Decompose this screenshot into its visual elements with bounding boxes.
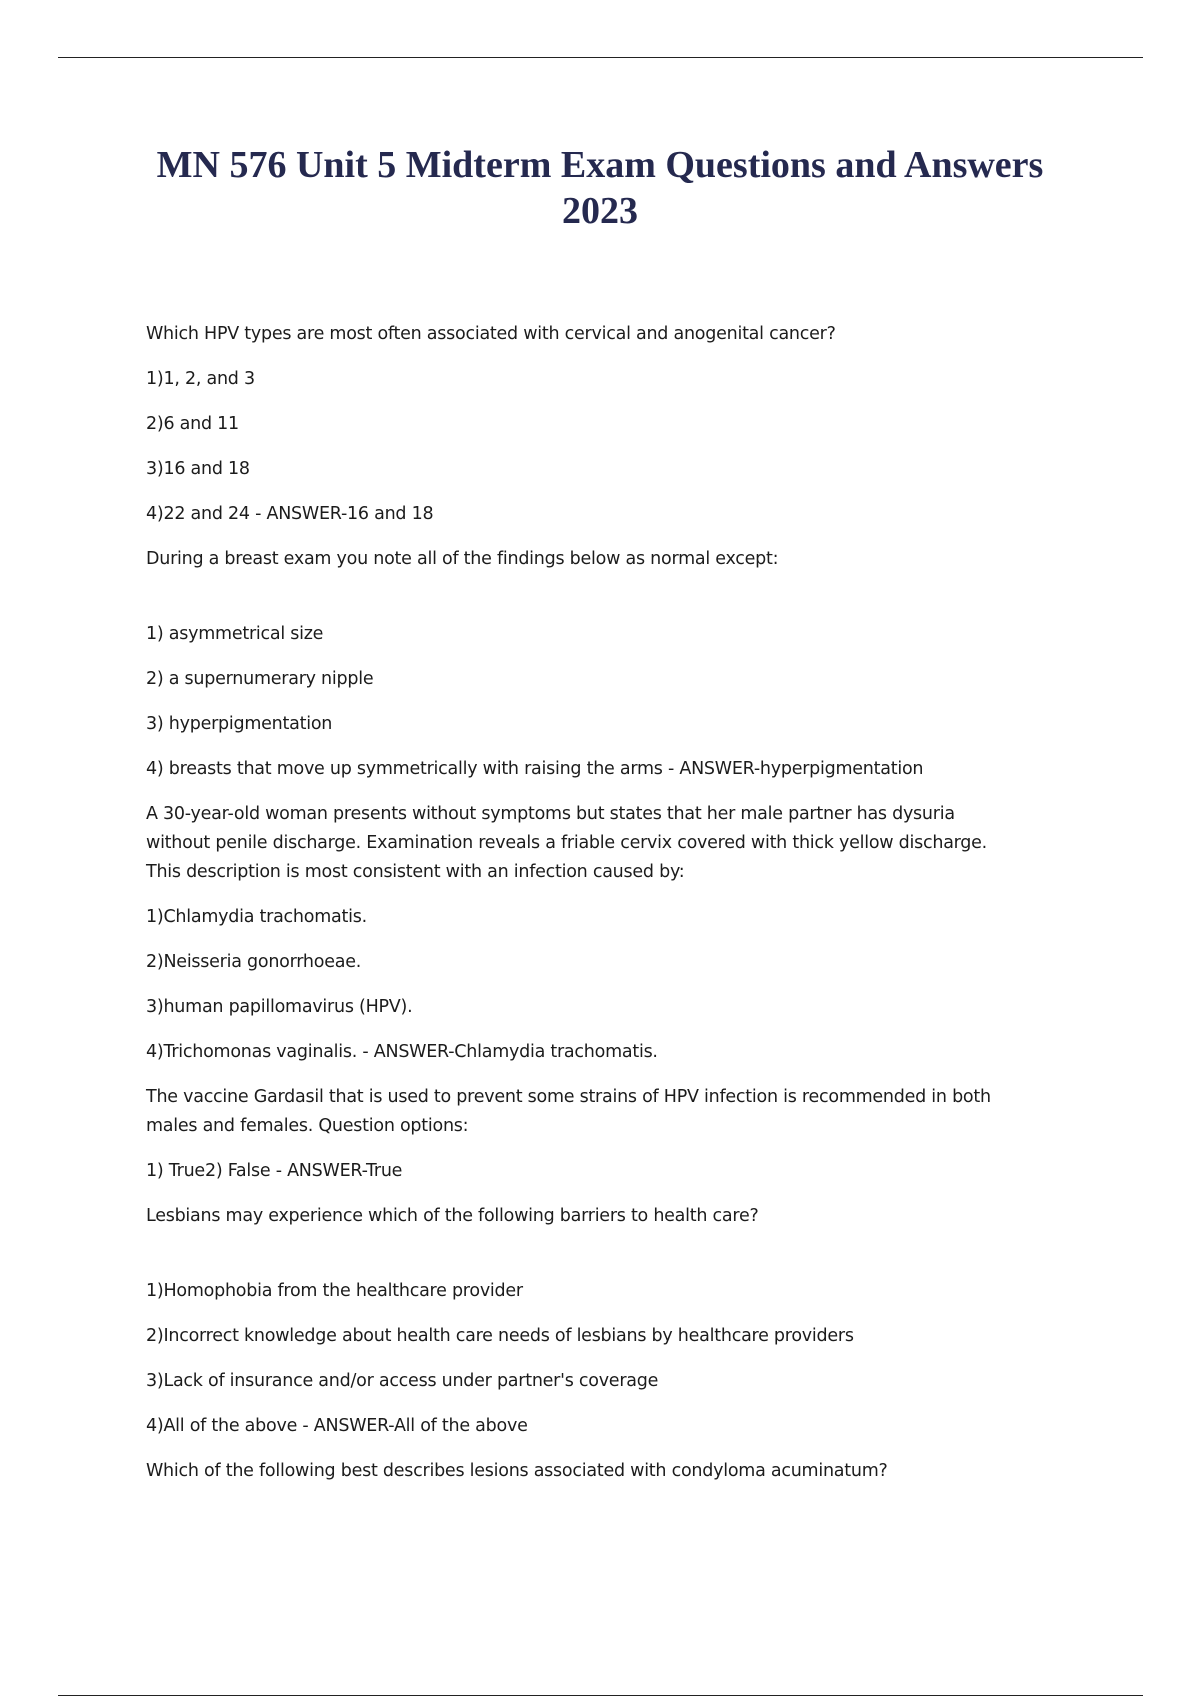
answer-option: 3)16 and 18 xyxy=(146,459,250,479)
question-stem xyxy=(146,1083,1046,1141)
question-stem: Lesbians may experience which of the following barriers to health care? xyxy=(146,1206,759,1226)
header-rule xyxy=(58,57,1143,58)
spacer xyxy=(146,590,1046,620)
answer-option: 1)1, 2, and 3 xyxy=(146,369,255,389)
spacer xyxy=(146,1247,1046,1277)
question-stem-line: The vaccine Gardasil that is used to prevent some strains of HPV infection is recommended in both xyxy=(146,1087,991,1107)
footer-rule xyxy=(58,1695,1143,1696)
answer-option: 1)Chlamydia trachomatis. xyxy=(146,907,367,927)
title-line-2: 2023 xyxy=(562,190,638,232)
question-stem-line: without penile discharge. Examination reveals a friable cervix covered with thick yellow discharge. xyxy=(146,833,987,853)
question-stem-line: males and females. Question options: xyxy=(146,1116,469,1136)
question-stem: Which HPV types are most often associated with cervical and anogenital cancer? xyxy=(146,324,836,344)
answer-option: 3)Lack of insurance and/or access under partner's coverage xyxy=(146,1371,659,1391)
question-stem-line: This description is most consistent with an infection caused by: xyxy=(146,862,685,882)
answer-option: 2)Incorrect knowledge about health care needs of lesbians by healthcare providers xyxy=(146,1326,854,1346)
answer-option-with-answer: 4)All of the above - ANSWER-All of the above xyxy=(146,1416,528,1436)
answer-option: 2) a supernumerary nipple xyxy=(146,669,374,689)
answer-option-with-answer: 4)22 and 24 - ANSWER-16 and 18 xyxy=(146,504,434,524)
answer-option: 2)Neisseria gonorrhoeae. xyxy=(146,952,362,972)
question-stem xyxy=(146,800,1046,887)
title-line-1: MN 576 Unit 5 Midterm Exam Questions and Answers xyxy=(156,144,1044,186)
answer-option: 1) asymmetrical size xyxy=(146,624,324,644)
question-stem: During a breast exam you note all of the findings below as normal except: xyxy=(146,549,779,569)
question-list xyxy=(146,320,1046,1502)
answer-option: 3) hyperpigmentation xyxy=(146,714,333,734)
answer-option: 2)6 and 11 xyxy=(146,414,239,434)
document-title xyxy=(100,142,1100,234)
answer-option-with-answer: 1) True2) False - ANSWER-True xyxy=(146,1161,403,1181)
answer-option-with-answer: 4) breasts that move up symmetrically with raising the arms - ANSWER-hyperpigmentation xyxy=(146,759,924,779)
question-stem: Which of the following best describes lesions associated with condyloma acuminatum? xyxy=(146,1461,888,1481)
answer-option-with-answer: 4)Trichomonas vaginalis. - ANSWER-Chlamydia trachomatis. xyxy=(146,1042,658,1062)
question-stem-line: A 30-year-old woman presents without symptoms but states that her male partner has dysuria xyxy=(146,804,955,824)
answer-option: 3)human papillomavirus (HPV). xyxy=(146,997,413,1017)
answer-option: 1)Homophobia from the healthcare provider xyxy=(146,1281,523,1301)
